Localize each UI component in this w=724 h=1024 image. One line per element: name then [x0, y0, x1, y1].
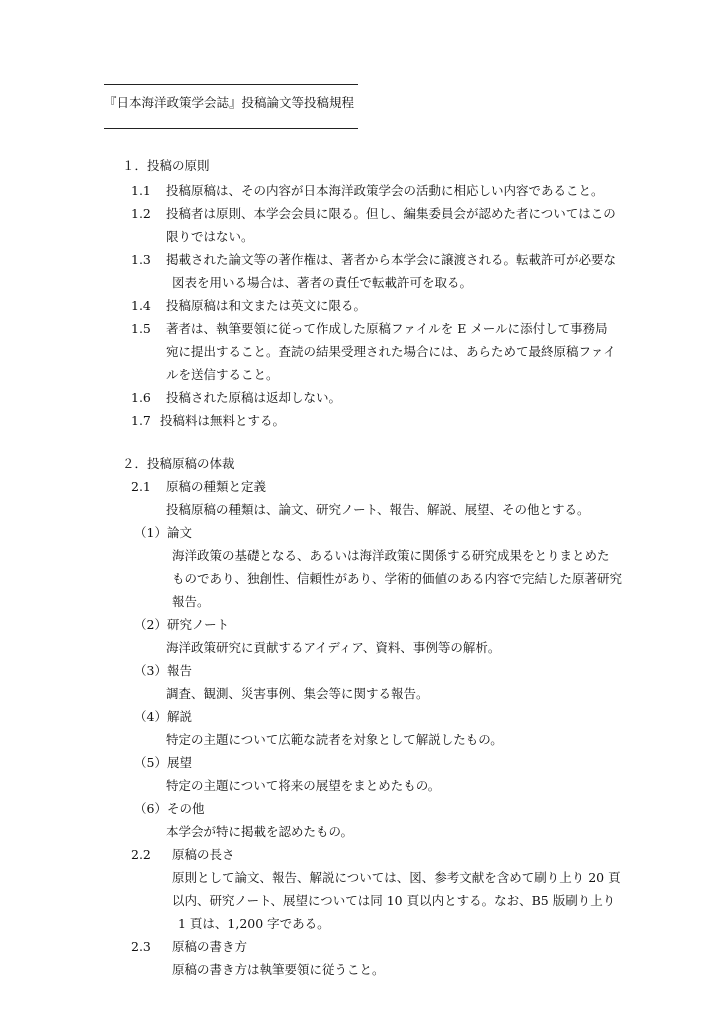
item-text: 投稿者は原則、本学会会員に限る。但し、編集委員会が認めた者についてはこの	[166, 206, 616, 221]
document-title: 『日本海洋政策学会誌』投稿論文等投稿規程	[104, 95, 355, 110]
type-text: 特定の主題について将来の展望をまとめたもの。	[166, 778, 441, 793]
item-number: 1.7	[131, 413, 151, 428]
item-text: 投稿原稿は和文または英文に限る。	[166, 298, 367, 313]
item-text: 掲載された論文等の著作権は、著者から本学会に譲渡される。転載許可が必要な	[166, 252, 617, 267]
item-text: 限りではない。	[166, 229, 254, 244]
item-number: 1.4	[131, 298, 151, 313]
type-label: （4）解説	[134, 709, 192, 724]
subsection-text: 原則として論文、報告、解説については、図、参考文献を含めて刷り上り 20 頁	[172, 870, 621, 885]
item-text: 投稿料は無料とする。	[160, 413, 286, 428]
section-2-heading: ２．投稿原稿の体裁	[122, 456, 235, 471]
type-label: （3）報告	[134, 663, 192, 678]
item-number: 1.2	[131, 206, 151, 221]
type-text: 特定の主題について広範な読者を対象として解説したもの。	[166, 732, 503, 747]
type-text: 海洋政策の基礎となる、あるいは海洋政策に関係する研究成果をとりまとめた	[172, 548, 610, 563]
type-text: 海洋政策研究に貢献するアイディア、資料、事例等の解析。	[166, 640, 501, 655]
type-text: 調査、観測、災害事例、集会等に関する報告。	[166, 686, 429, 701]
section-1-heading: １．投稿の原則	[122, 158, 210, 173]
subsection-text: 投稿原稿の種類は、論文、研究ノート、報告、解説、展望、その他とする。	[166, 502, 590, 517]
type-label: （5）展望	[134, 755, 192, 770]
type-text: 本学会が特に掲載を認めたもの。	[166, 824, 354, 839]
item-number: 1.1	[131, 183, 151, 198]
type-label: （6）その他	[134, 801, 205, 816]
subsection-title: 原稿の長さ	[172, 847, 235, 862]
item-text: 著者は、執筆要領に従って作成した原稿ファイルを E メールに添付して事務局	[166, 321, 608, 336]
item-text: 投稿原稿は、その内容が日本海洋政策学会の活動に相応しい内容であること。	[166, 183, 604, 198]
item-text: 投稿された原稿は返却しない。	[166, 390, 342, 405]
type-text: ものであり、独創性、信頼性があり、学術的価値のある内容で完結した原著研究	[172, 571, 623, 586]
item-text: 図表を用いる場合は、著者の責任で転載許可を取る。	[172, 275, 473, 290]
type-text: 報告。	[172, 594, 210, 609]
subsection-title: 原稿の種類と定義	[166, 479, 267, 494]
item-text: 宛に提出すること。査読の結果受理された場合には、あらためて最終原稿ファイ	[166, 344, 616, 359]
title-rule-bottom	[104, 128, 358, 129]
subsection-text: 原稿の書き方は執筆要領に従うこと。	[172, 962, 385, 977]
subsection-text: 以内、研究ノート、展望については同 10 頁以内とする。なお、B5 版刷り上り	[172, 893, 616, 908]
item-number: 1.5	[131, 321, 151, 336]
subsection-number: 2.1	[131, 479, 151, 494]
subsection-number: 2.2	[131, 847, 151, 862]
title-rule-top	[104, 84, 358, 85]
type-label: （1）論文	[134, 525, 192, 540]
subsection-title: 原稿の書き方	[172, 939, 248, 954]
item-text: ルを送信すること。	[166, 367, 279, 382]
item-number: 1.3	[131, 252, 151, 267]
type-label: （2）研究ノート	[134, 617, 230, 632]
subsection-number: 2.3	[131, 939, 151, 954]
item-number: 1.6	[131, 390, 151, 405]
subsection-text: 1 頁は、1,200 字である。	[178, 916, 330, 931]
